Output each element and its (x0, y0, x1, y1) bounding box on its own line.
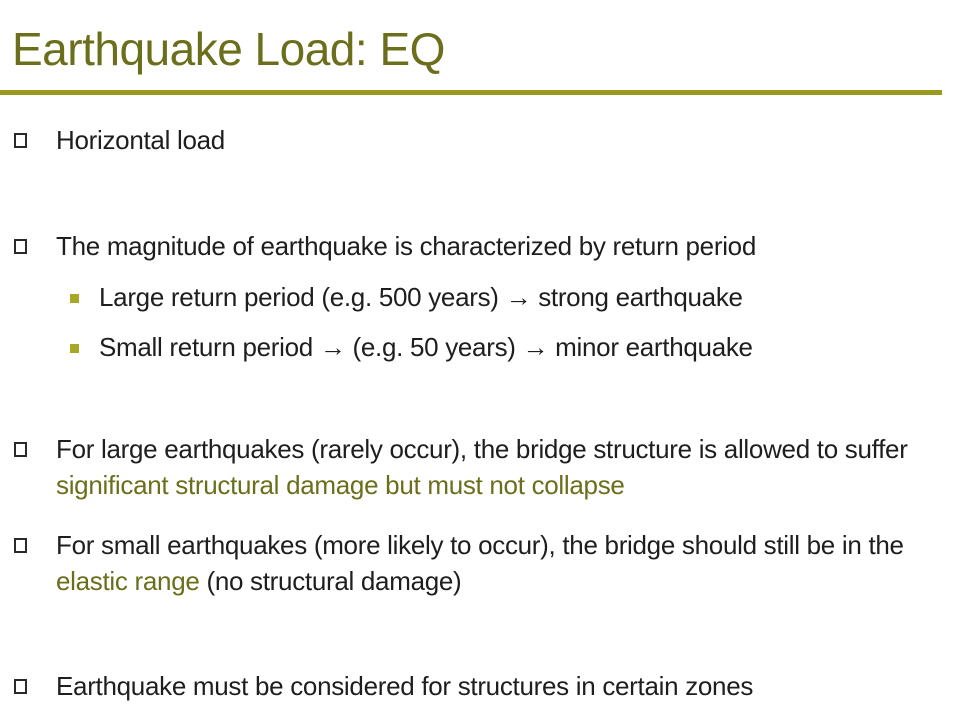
bullet-text-plain: For small earthquakes (more likely to occur), the bridge should still be in the (56, 530, 904, 560)
hollow-square-icon (14, 442, 27, 457)
filled-square-icon (70, 294, 79, 303)
hollow-square-icon (14, 679, 27, 694)
hollow-square-icon (14, 239, 27, 254)
sub-bullet-large-return-period (0, 279, 940, 315)
bullet-text (56, 527, 940, 599)
bullet-text (56, 431, 940, 503)
bullet-text-plain-after: (no structural damage) (199, 566, 462, 596)
bullet-text: Earthquake must be considered for structures in certain zones (56, 671, 754, 701)
bullet-return-period (0, 228, 940, 264)
sub-bullet-text: Small return period → (e.g. 50 years) → minor earthquake (99, 332, 753, 362)
sub-bullet-small-return-period (0, 329, 940, 365)
bullet-text: The magnitude of earthquake is characterized by return period (56, 231, 757, 261)
slide-title: Earthquake Load: EQ (12, 23, 445, 75)
title-divider (0, 90, 942, 95)
bullet-large-earthquakes (0, 431, 940, 503)
bullet-text: Horizontal load (56, 125, 225, 155)
bullet-small-earthquakes (0, 527, 940, 599)
highlighted-phrase: significant structural damage but must not collapse (56, 470, 625, 500)
bullet-text-plain: For large earthquakes (rarely occur), the bridge structure is allowed to suffer (56, 434, 908, 464)
filled-square-icon (70, 344, 79, 353)
sub-bullet-text: Large return period (e.g. 500 years) → strong earthquake (99, 282, 743, 312)
bullet-certain-zones (0, 668, 940, 704)
bullet-horizontal-load (0, 122, 940, 158)
highlighted-phrase: elastic range (56, 566, 200, 596)
hollow-square-icon (14, 538, 27, 553)
hollow-square-icon (14, 133, 27, 148)
